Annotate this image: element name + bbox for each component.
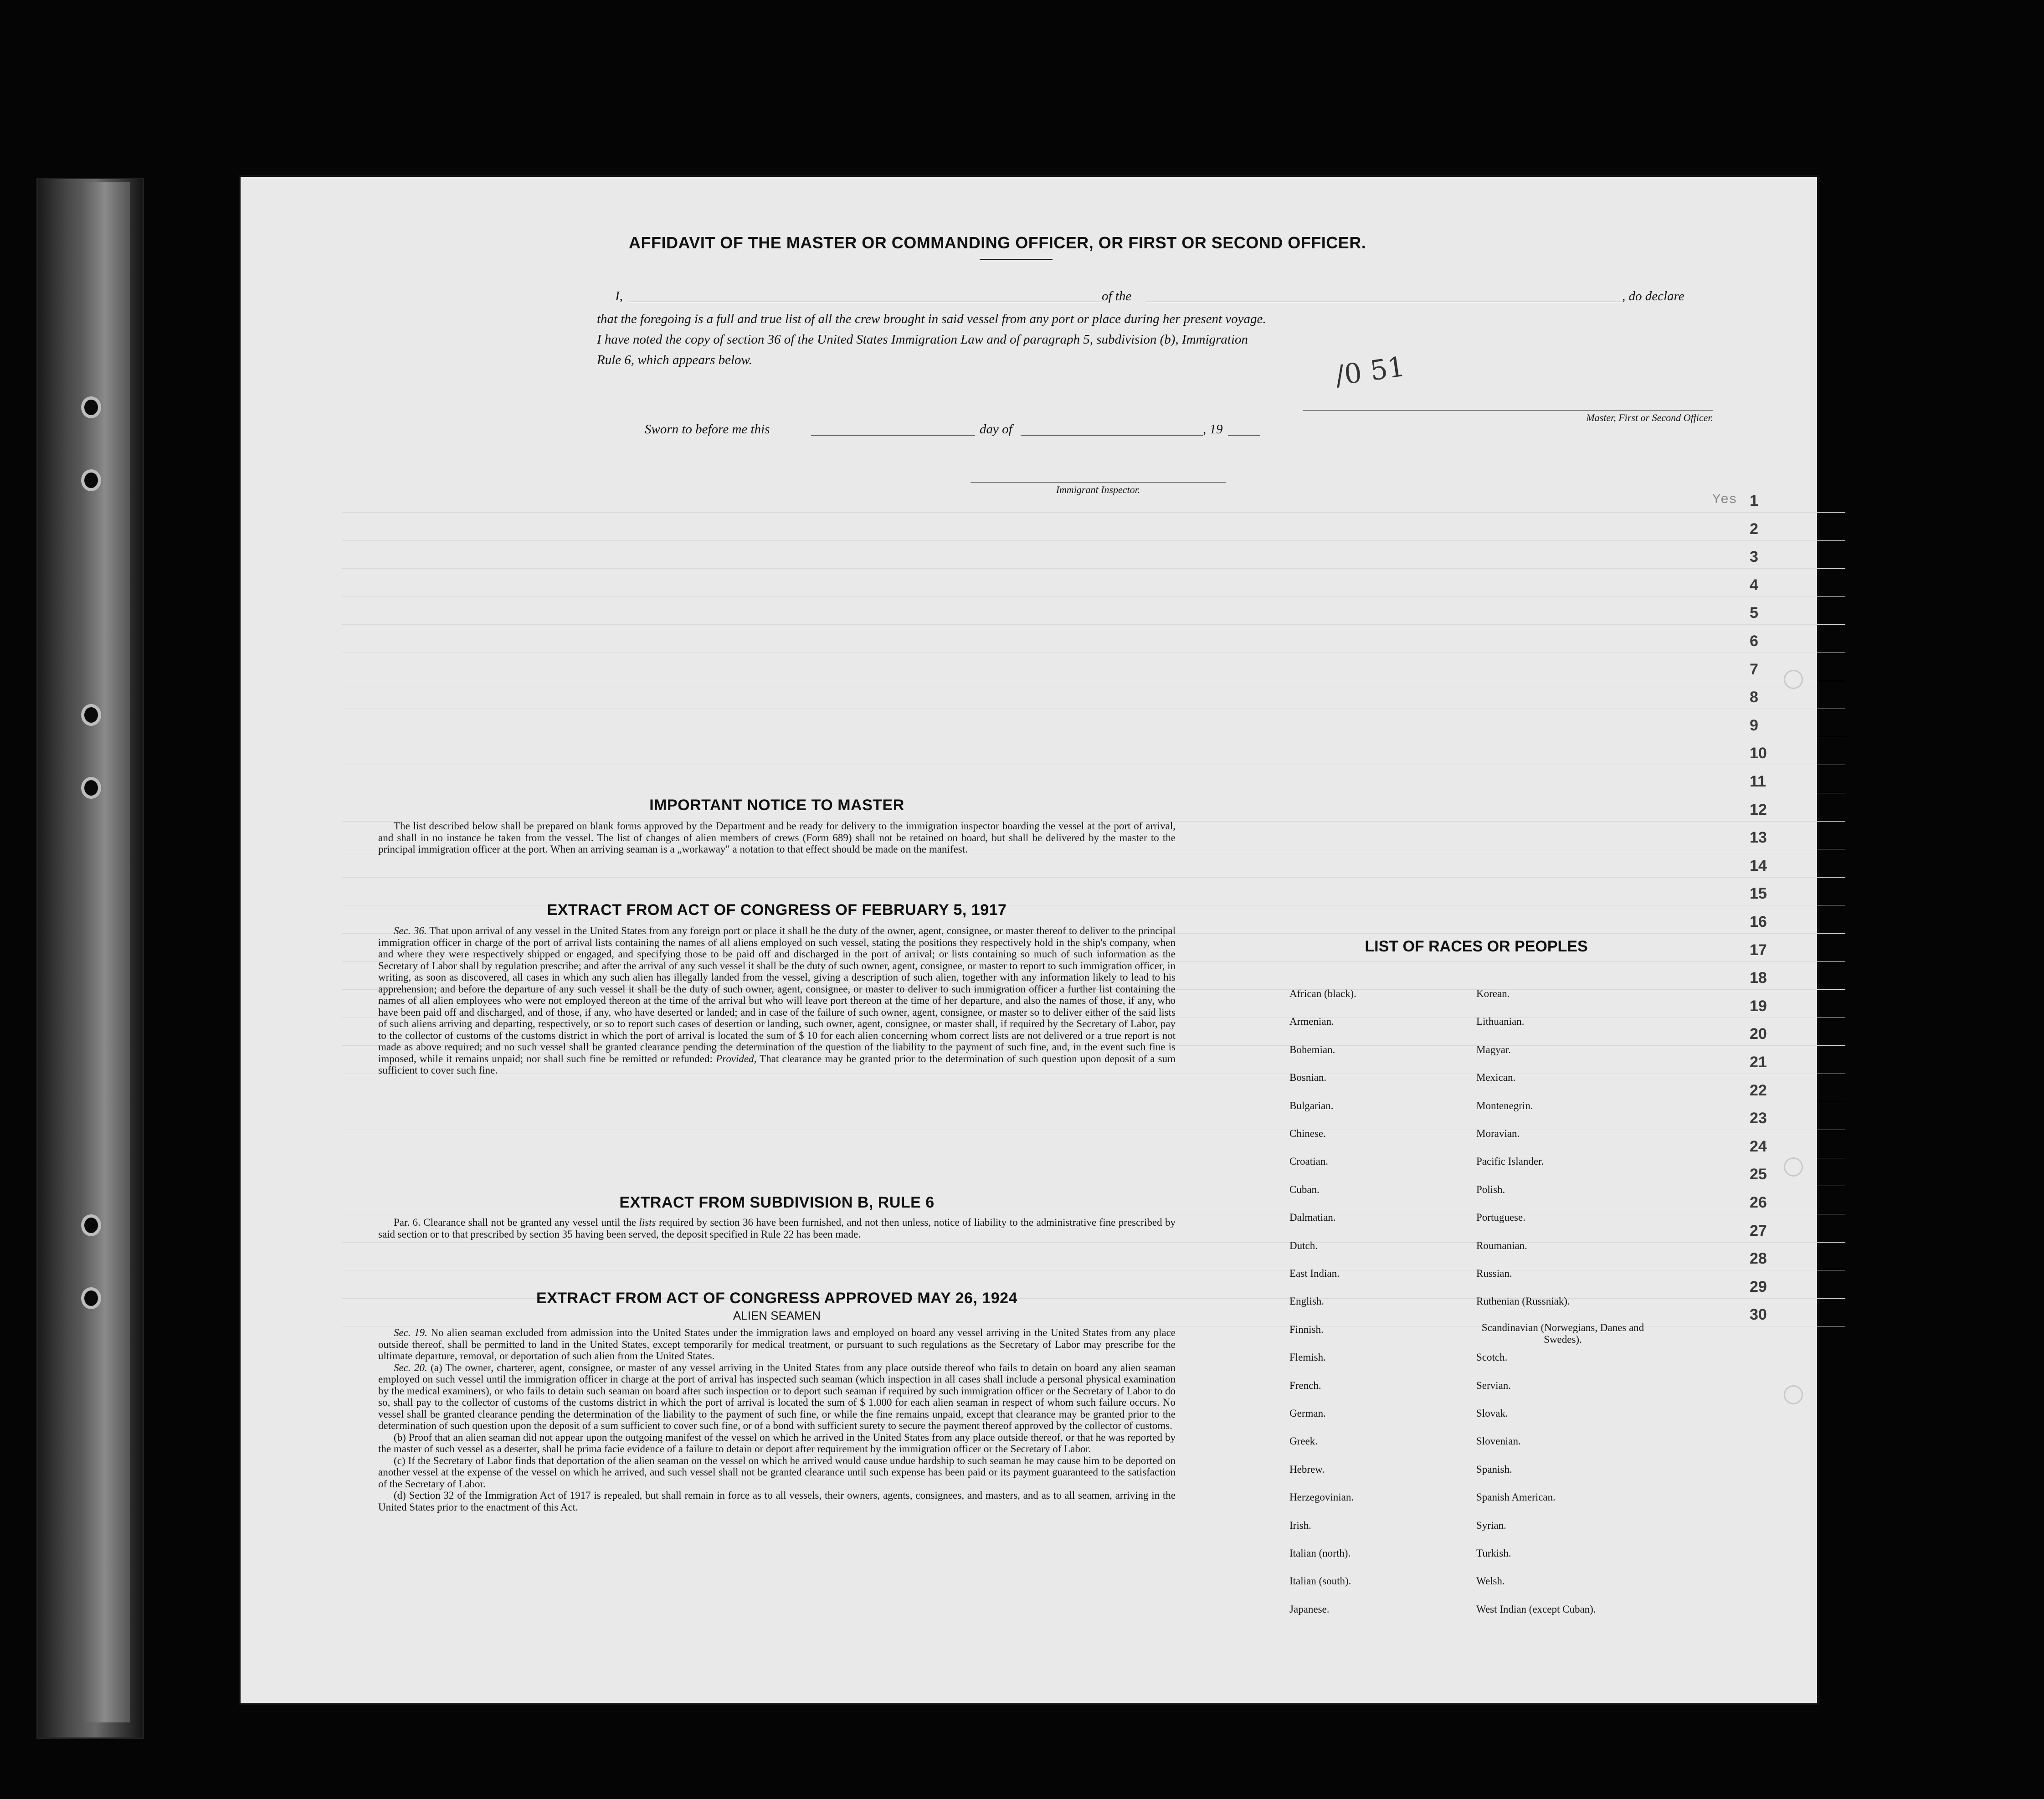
race-item: Montenegrin. [1476,1100,1533,1111]
bleed-through-row-number: 17 [1750,941,1767,959]
race-item: Servian. [1476,1379,1511,1391]
bleed-through-rule [342,624,1845,625]
bleed-through-row-number: 1 [1750,492,1758,509]
bleed-through-rule [342,596,1845,597]
extract-1917-body [378,925,1176,1076]
race-item: Slovak. [1476,1408,1508,1419]
races-heading: LIST OF RACES OR PEOPLES [1365,938,1588,955]
binder-hole [81,396,101,418]
race-item: Japanese. [1289,1603,1330,1615]
bleed-through-rule [342,877,1845,878]
race-item: Italian (south). [1289,1575,1351,1587]
sec-20b-text: (b) Proof that an alien seaman did not appear upon the outgoing manifest of the vessel on which he arrived in the United States from any place outside thereof, or that he was reported by the master of such vessel as a deserter, shall be prima facie evidence of a failure to detain or deport after requirement by the immigration officer or the Secretary of Labor. [378,1431,1176,1455]
bleed-through-row-number: 14 [1750,857,1767,874]
sworn-year: , 19 [1203,422,1223,437]
extract-1924-body [378,1327,1176,1513]
bleed-through-row-number: 27 [1750,1222,1767,1239]
handwritten-mark: /0 51 [1333,350,1407,392]
race-item: Bohemian. [1289,1043,1335,1055]
year-blank[interactable] [1228,435,1260,436]
race-item: Russian. [1476,1268,1512,1279]
bleed-through-row-number: 5 [1750,604,1758,622]
race-item: Dalmatian. [1289,1212,1336,1223]
race-item: Magyar. [1476,1043,1511,1055]
race-item: Chinese. [1289,1128,1326,1139]
race-item: West Indian (except Cuban). [1476,1603,1596,1615]
affidavit-title: AFFIDAVIT OF THE MASTER OR COMMANDING OFFICER, OR FIRST OR SECOND OFFICER. [629,233,1366,252]
bleed-through-row-number: 16 [1750,913,1767,930]
bleed-through-row-number: 11 [1750,773,1766,790]
sec-19-label: Sec. 19. [394,1327,427,1338]
race-item: Armenian. [1289,1016,1334,1028]
title-rule [980,259,1053,260]
bleed-through-row-number: 3 [1750,548,1758,566]
race-item: Mexican. [1476,1072,1516,1084]
race-item: French. [1289,1379,1321,1391]
race-item: Finnish. [1289,1323,1324,1335]
race-item: Welsh. [1476,1575,1505,1587]
race-item: Roumanian. [1476,1239,1527,1251]
bleed-through-row-number: 7 [1750,660,1758,678]
race-item: Cuban. [1289,1183,1320,1195]
bleed-through-row-number: 10 [1750,745,1767,762]
bleed-through-row-number: 30 [1750,1306,1767,1324]
race-item: Hebrew. [1289,1463,1325,1475]
bleed-through-row-number: 6 [1750,632,1758,650]
bleed-through-row-number: 15 [1750,885,1767,903]
bleed-through-row-number: 4 [1750,576,1758,594]
provided-label: Provided, [716,1053,757,1064]
race-item: East Indian. [1289,1268,1340,1279]
rule-6-lists: lists [639,1217,656,1228]
notice-body [378,820,1176,855]
extract-1924-heading: EXTRACT FROM ACT OF CONGRESS APPROVED MAY 26, 1924 [536,1290,1017,1307]
rule-6-text-b: required by section 36 have been furnished, and not then unless, notice of liability to the administrative fine prescribed by said section or to that prescribed by section 35 having been served, the deposit specified in Rule 22 has been made. [378,1217,1176,1240]
bleed-through-row-number: 23 [1750,1110,1767,1127]
notice-heading: IMPORTANT NOTICE TO MASTER [649,797,904,814]
race-item: Spanish American. [1476,1491,1556,1503]
inspector-blank[interactable] [971,482,1226,483]
document-page [241,177,1817,1703]
bleed-through-row-number: 21 [1750,1054,1767,1071]
signature-caption: Master, First or Second Officer. [1586,412,1713,423]
sec-20d-text: (d) Section 32 of the Immigration Act of 1917 is repealed, but shall remain in force as to all vessels, their owners, agents, consignees, and masters, and as to all seamen, arriving in the United States prior to the enactment of this Act. [378,1490,1176,1513]
bleed-through-row-number: 25 [1750,1166,1767,1183]
race-item: Scotch. [1476,1352,1508,1363]
bleed-through-row-number: 29 [1750,1278,1767,1295]
bleed-through-rule [342,540,1845,541]
race-item: Slovenian. [1476,1435,1521,1447]
race-item: Moravian. [1476,1128,1520,1139]
race-item: Croatian. [1289,1156,1328,1167]
bleed-through-row-number: 19 [1750,997,1767,1015]
race-item: Korean. [1476,988,1510,999]
day-blank[interactable] [811,435,975,436]
race-item: Polish. [1476,1183,1505,1195]
rule-6-heading: EXTRACT FROM SUBDIVISION B, RULE 6 [619,1194,935,1211]
bleed-through-row-number: 12 [1750,801,1767,818]
bleed-through-row-number: 13 [1750,829,1767,847]
binder-hole [81,1287,101,1309]
affidavit-line-3: I have noted the copy of section 36 of the United States Immigration Law and of paragraph 5, subdivision (b), Immigration [597,332,1248,347]
extract-1917-heading: EXTRACT FROM ACT OF CONGRESS OF FEBRUARY 5, 1917 [547,901,1007,919]
sec-36-label: Sec. 36. [394,925,427,936]
race-item: Turkish. [1476,1547,1511,1559]
bleed-through-rule [342,568,1845,569]
race-item: Spanish. [1476,1463,1512,1475]
affidavit-line-2: that the foregoing is a full and true list of all the crew brought in said vessel from any port or place during her present voyage. [597,312,1266,326]
rule-6-text-a: Par. 6. Clearance shall not be granted any vessel until the [394,1217,636,1228]
month-blank[interactable] [1021,435,1203,436]
race-item: African (black). [1289,988,1356,999]
binder-hole [81,777,101,799]
provided-text: That clearance may be granted prior to the determination of such question upon deposit of a sum sufficient to cover such fine. [378,1053,1176,1076]
race-item: Herzegovinian. [1289,1491,1354,1503]
race-item: Italian (north). [1289,1547,1351,1559]
signature-blank[interactable] [1303,410,1713,411]
sworn-prefix: Sworn to before me this [645,422,770,437]
race-item: Flemish. [1289,1352,1326,1363]
race-item: Pacific Islander. [1476,1156,1544,1167]
bleed-through-row-number: 24 [1750,1137,1767,1155]
race-item: Dutch. [1289,1239,1318,1251]
sworn-day-of: day of [980,422,1012,437]
race-item: Bosnian. [1289,1072,1327,1084]
bleed-through-row-number: 26 [1750,1194,1767,1211]
affidavit-i: I, [615,289,623,303]
race-item: Greek. [1289,1435,1318,1447]
notice-text: The list described below shall be prepared on blank forms approved by the Department and be ready for delivery to the immigration inspector boarding the vessel at the port of arrival, and shall in no instance be taken from the vessel. The list of changes of alien members of crews (Form 689) shall not be retained on board, but shall be delivered by the master to the principal immigration officer at the port. When an arriving seaman is a „workaway" a notation to that effect should be made on the manifest. [378,820,1176,855]
bleed-through-row-number: 22 [1750,1081,1767,1099]
race-item: Ruthenian (Russniak). [1476,1295,1570,1307]
affidavit-line-4: Rule 6, which appears below. [597,353,752,367]
bleed-through-mark [1784,1157,1803,1177]
bleed-through-row-number: 2 [1750,520,1758,538]
bleed-through-answer: Yes [1712,492,1737,508]
bleed-through-mark [1784,670,1803,689]
race-item: Syrian. [1476,1519,1506,1531]
bleed-through-row-number: 20 [1750,1025,1767,1043]
sec-20c-text: (c) If the Secretary of Labor finds that deportation of the alien seaman on the vessel on which he arrived would cause undue hardship to such seaman he may cause him to be deported on another vessel at the expense of the vessel on which he arrived, and such vessel shall not be granted clearance until such expense has been paid or its payment guaranteed to the satisfaction of the Secretary of Labor. [378,1455,1176,1490]
race-item: Scandinavian (Norwegians, Danes and Swedes). [1481,1321,1644,1345]
inspector-caption: Immigrant Inspector. [1056,484,1140,495]
alien-seamen-subheading: ALIEN SEAMEN [733,1309,821,1322]
bleed-through-rule [342,512,1845,513]
sec-20a-text: (a) The owner, charterer, agent, consignee, or master of any vessel arriving in the United States from any place outside thereof who fails to detain on board any alien seaman employed on such vessel until the immigration officer in charge at the port of arrival has inspected such seaman (which inspection in all cases shall include a personal physical examination by the medical examiners), or who fails to detain such seaman on board after such inspection or to deport such seaman if required by such immigration officer or the Secretary of Labor to do so, shall pay to the collector of customs of the customs district in which the port of arrival is located the sum of $ 1,000 for each alien seaman in respect of whom such failure occurs. No vessel shall be granted clearance pending the determination of the liability to the payment of such fine, or while the fine remains unpaid, except that clearance may be granted prior to the determination of such question upon the deposit of a sum sufficient to cover such fine, or of a bond with sufficient surety to secure the payment thereof approved by the collector of customs. [378,1362,1176,1431]
race-item: German. [1289,1408,1326,1419]
affidavit-of-the: of the [1102,289,1132,303]
race-item: Bulgarian. [1289,1100,1334,1111]
bleed-through-row-number: 18 [1750,969,1767,987]
race-item: Portuguese. [1476,1212,1525,1223]
sec-36-text: That upon arrival of any vessel in the United States from any foreign port or place it shall be the duty of the owner, agent, consignee, or master thereof to deliver to the principal immigration officer in charge of the port of arrival lists containing the names of all aliens employed on such vessel, stating the positions they respectively hold in the ship's company, when and where they were respectively shipped or engaged, and specifying those to be paid off and discharged in the port of arrival; or lists containing so much of such information as the Secretary of Labor shall by regulation prescribe; and after the arrival of any such vessel it shall be the duty of such owner, agent, consignee, or master to report to such immigration officer, in writing, as soon as discovered, all cases in which any such alien has illegally landed from the vessel, giving a description of such alien, together with any information likely to lead to his apprehension; and before the departure of any such vessel it shall be the duty of such owner, agent, consignee, or master to deliver to such immigration officer a further list containing the names of all alien employees who were not employed thereon at the time of the arrival but who will leave port thereon at the time of her departure, and also the names of those, if any, who have been paid off and discharged, and of those, if any, who have deserted or landed; and in case of the failure of such owner, agent, consignee, or master so to deliver either of the said lists of such aliens arriving and departing, respectively, or so to report such cases of desertion or landing, such owner, agent, consignee, or master shall, if required by the Secretary of Labor, pay to the collector of customs of the customs district in which the port of arrival is located the sum of $ 10 for each alien concerning whom correct lists are not delivered or a true report is not made as above required; and no such vessel shall be granted clearance pending the determination of the question of the liability to the payment of such fine, and, in the event such fine is imposed, while it remains unpaid; nor shall such fine be remitted or refunded: [378,925,1176,1064]
race-item: Lithuanian. [1476,1016,1525,1028]
bleed-through-row-number: 8 [1750,689,1758,706]
bleed-through-mark [1784,1385,1803,1404]
sec-19-text: No alien seaman excluded from admission into the United States under the immigration laws and employed on board any vessel arriving in the United States from any place outside thereof, shall be permitted to land in the United States, except temporarily for medical treatment, or pursuant to such regulations as the Secretary of Labor may prescribe for the ultimate departure, removal, or deportation of such alien from the United States. [378,1327,1176,1362]
binder-hole [81,704,101,726]
binder-hole [81,1214,101,1236]
affidavit-do-declare: , do declare [1622,289,1685,303]
bleed-through-row-number: 9 [1750,716,1758,734]
rule-6-body [378,1217,1176,1240]
sec-20-label: Sec. 20. [394,1362,427,1373]
race-item: Irish. [1289,1519,1311,1531]
race-item: English. [1289,1295,1325,1307]
binder-hole [81,469,101,491]
bleed-through-row-number: 28 [1750,1250,1767,1268]
